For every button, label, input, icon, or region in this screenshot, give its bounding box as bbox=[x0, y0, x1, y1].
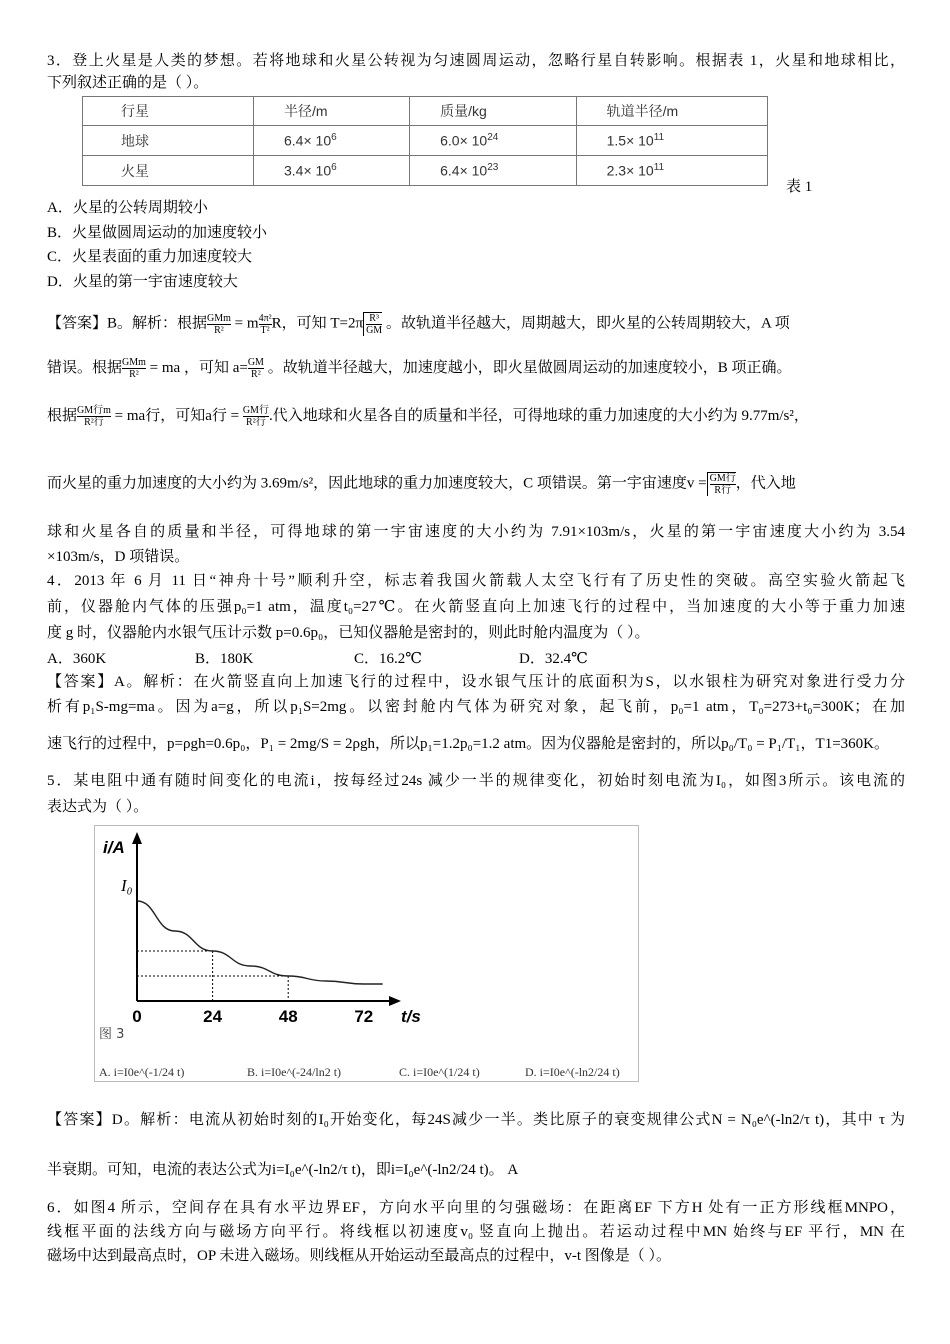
q4-option-a: A．360K bbox=[47, 651, 107, 667]
q5-answer-line2: 半衰期。可知，电流的表达公式为i=I₀e^(-ln2/τ t)，即i=I₀e^(-ln2/24 t)。 A bbox=[47, 1162, 519, 1178]
q3-answer-line3 bbox=[47, 405, 905, 428]
numerator: GM bbox=[247, 357, 264, 368]
fraction bbox=[710, 473, 736, 496]
sqrt-sign bbox=[707, 472, 736, 496]
q4-option-b: B．180K bbox=[195, 651, 254, 667]
q3-stem-line2: 下列叙述正确的是（ ）。 bbox=[47, 75, 209, 91]
table-cell bbox=[410, 156, 577, 186]
fraction bbox=[122, 357, 146, 380]
text: 。故轨道半径越大，加速度越小，即火星做圆周运动的加速度较小，B 项正确。 bbox=[263, 359, 792, 376]
q4-answer-line2: 析有p₁S-mg=ma。因为a=g，所以p₁S=2mg。以密封舱内气体为研究对象，起飞前，p₀=1 atm，T₀=273+t₀=300K；在加 bbox=[47, 699, 905, 715]
cell-mantissa: 2.3× 10 bbox=[606, 162, 654, 179]
cell-exponent: 11 bbox=[653, 132, 665, 144]
text: .代入地球和火星各自的质量和半径，可得地球的重力加速度的大小约为 9.77m/s²， bbox=[268, 407, 809, 424]
q6-stem-line3: 磁场中达到最高点时，OP 未进入磁场。则线框从开始运动至最高点的过程中，v-t 图像是（ ）。 bbox=[47, 1248, 672, 1264]
table-cell bbox=[254, 156, 410, 186]
text: 根据 bbox=[47, 407, 78, 424]
fraction bbox=[207, 313, 231, 336]
denominator: R²行 bbox=[246, 417, 266, 428]
q4-stem-line3: 度 g 时，仪器舱内水银气压计示数 p=0.6p₀，已知仪器舱是密封的，则此时舱内温度为（ ）。 bbox=[47, 625, 650, 641]
cell-exponent: 6 bbox=[331, 162, 337, 174]
denominator: R² bbox=[251, 369, 261, 380]
q3-answer-line4 bbox=[47, 472, 905, 496]
table-cell bbox=[254, 126, 410, 156]
q4-answer-line1: 【答案】A。解析：在火箭竖直向上加速飞行的过程中，设水银气压计的底面积为S，以水银柱为研究对象进行受力分 bbox=[47, 674, 905, 690]
q3-answer-line6: ×103m/s，D 项错误。 bbox=[47, 549, 190, 565]
table-header-cell: 半径/m bbox=[254, 97, 410, 126]
figure-caption: 图 3 bbox=[99, 1027, 125, 1042]
sqrt-sign bbox=[363, 312, 382, 336]
table-cell: 地球 bbox=[83, 126, 254, 156]
numerator: GM行m bbox=[77, 405, 111, 416]
fraction bbox=[259, 313, 272, 336]
q3-option-a: A．火星的公转周期较小 bbox=[47, 200, 208, 216]
cell-mantissa: 6.4× 10 bbox=[284, 132, 332, 149]
fraction bbox=[248, 357, 264, 380]
cell-exponent: 11 bbox=[653, 162, 665, 174]
cell-exponent: 6 bbox=[331, 132, 337, 144]
decay-curve bbox=[137, 901, 383, 984]
x-tick-label: 48 bbox=[278, 1007, 298, 1026]
text: = ma行，可知a行 = bbox=[110, 407, 243, 424]
denominator: R² bbox=[129, 369, 139, 380]
fraction bbox=[366, 313, 382, 336]
q3-option-b: B．火星做圆周运动的加速度较小 bbox=[47, 225, 268, 241]
numerator: 4π² bbox=[258, 312, 272, 324]
x-tick-labels bbox=[132, 1007, 373, 1026]
text: 错误。根据 bbox=[47, 359, 123, 376]
figure-option-a: A. i=I0e^(-1/24 t) bbox=[99, 1065, 185, 1079]
text: R，可知 T=2π bbox=[271, 315, 364, 332]
q3-answer-line1 bbox=[47, 312, 905, 336]
chart-guides bbox=[137, 951, 288, 1001]
cell-mantissa: 6.0× 10 bbox=[440, 132, 488, 149]
q3-option-d: D．火星的第一宇宙速度较大 bbox=[47, 274, 238, 290]
i0-label: I₀ bbox=[121, 876, 133, 895]
cell-mantissa: 6.4× 10 bbox=[440, 162, 488, 179]
text: = m bbox=[230, 315, 259, 332]
numerator: GM行 bbox=[709, 473, 736, 484]
numerator: GMm bbox=[122, 357, 146, 368]
table-header-row bbox=[83, 97, 768, 126]
text: ，代入地 bbox=[735, 475, 796, 492]
fraction bbox=[243, 405, 269, 428]
q3-stem-line1: 3．登上火星是人类的梦想。若将地球和火星公转视为匀速圆周运动，忽略行星自转影响。根据表 1，火星和地球相比， bbox=[47, 53, 905, 69]
text: 。故轨道半径越大，周期越大，即火星的公转周期较大，A 项 bbox=[382, 315, 790, 332]
q6-stem-line1: 6．如图4 所示，空间存在具有水平边界EF，方向水平向里的匀强磁场：在距离EF 下方H 处有一正方形线框MNPO， bbox=[47, 1200, 905, 1216]
decay-chart bbox=[95, 826, 638, 1081]
numerator: GMm bbox=[207, 312, 231, 324]
q6-stem-line2: 线框平面的法线方向与磁场方向平行。将线框以初速度v₀ 竖直向上抛出。若运动过程中MN 始终与EF 平行，MN 在 bbox=[47, 1224, 905, 1240]
table-header-cell: 质量/kg bbox=[410, 97, 577, 126]
y-axis-arrow-icon bbox=[132, 832, 142, 844]
planet-table bbox=[82, 96, 768, 186]
figure-option-d: D. i=I0e^(-ln2/24 t) bbox=[525, 1065, 620, 1079]
x-axis-label: t/s bbox=[401, 1007, 421, 1026]
denominator: R行 bbox=[714, 485, 732, 496]
cell-exponent: 23 bbox=[487, 162, 499, 174]
q4-stem-line2: 前，仪器舱内气体的压强p₀=1 atm，温度t₀=27℃。在火箭竖直向上加速飞行的过程中，当加速度的大小等于重力加速 bbox=[47, 599, 905, 615]
table-row bbox=[83, 156, 768, 186]
denominator: GM bbox=[366, 325, 383, 336]
q3-option-c: C．火星表面的重力加速度较大 bbox=[47, 249, 253, 265]
denominator: R²行 bbox=[84, 417, 104, 428]
q5-answer-line1: 【答案】D。解析：电流从初始时刻的I₀开始变化，每24S减少一半。类比原子的衰变规律公式N = N₀e^(-ln2/τ t)，其中 τ 为 bbox=[47, 1112, 905, 1128]
x-tick-label: 72 bbox=[354, 1007, 374, 1026]
table-caption: 表 1 bbox=[786, 179, 813, 195]
figure-option-c: C. i=I0e^(1/24 t) bbox=[399, 1065, 480, 1079]
text: 【答案】B。解析：根据 bbox=[47, 315, 208, 332]
figure-3 bbox=[94, 825, 639, 1082]
q4-option-c: C．16.2℃ bbox=[354, 651, 423, 667]
numerator: R³ bbox=[366, 313, 382, 325]
x-axis-arrow-icon bbox=[389, 996, 401, 1006]
cell-exponent: 24 bbox=[487, 132, 499, 144]
x-tick-label: 24 bbox=[203, 1007, 223, 1026]
table-cell bbox=[576, 126, 767, 156]
denominator: R² bbox=[214, 324, 224, 336]
table-cell: 火星 bbox=[83, 156, 254, 186]
text: = ma ，可知 a= bbox=[145, 359, 248, 376]
q4-option-d: D．32.4℃ bbox=[519, 651, 588, 667]
q5-stem-line1: 5．某电阻中通有随时间变化的电流i，按每经过24s 减少一半的规律变化，初始时刻电流为I₀，如图3所示。该电流的 bbox=[47, 773, 905, 789]
q3-answer-line2 bbox=[47, 357, 905, 380]
text: 而火星的重力加速度的大小约为 3.69m/s²，因此地球的重力加速度较大，C 项错误。第一宇宙速度v = bbox=[47, 475, 707, 492]
fraction bbox=[77, 405, 111, 428]
table-cell bbox=[410, 126, 577, 156]
cell-mantissa: 3.4× 10 bbox=[284, 162, 332, 179]
table-header-cell: 轨道半径/m bbox=[576, 97, 767, 126]
q5-stem-line2: 表达式为（ ）。 bbox=[47, 799, 149, 815]
q4-stem-line1: 4．2013 年 6 月 11 日“神舟十号”顺利升空，标志着我国火箭载人太空飞行有了历史性的突破。高空实验火箭起飞 bbox=[47, 573, 905, 589]
y-axis-label: i/A bbox=[103, 838, 125, 857]
figure-option-b: B. i=I0e^(-24/ln2 t) bbox=[247, 1065, 342, 1079]
x-tick-label: 0 bbox=[132, 1007, 142, 1026]
q3-answer-line5: 球和火星各自的质量和半径，可得地球的第一宇宙速度的大小约为 7.91×103m/s，火星的第一宇宙速度大小约为 3.54 bbox=[47, 524, 905, 540]
table-row bbox=[83, 126, 768, 156]
table-header-cell: 行星 bbox=[83, 97, 254, 126]
numerator: GM行 bbox=[242, 405, 269, 416]
denominator: T² bbox=[260, 324, 270, 336]
table-cell bbox=[576, 156, 767, 186]
q4-answer-line3: 速飞行的过程中，p=ρgh=0.6p₀，P₁ = 2mg/S = 2ρgh，所以p₁=1.2p₀=1.2 atm。因为仪器舱是密封的，所以p₀/T₀ = P₁/T₁，T1=360K。 bbox=[47, 736, 889, 752]
cell-mantissa: 1.5× 10 bbox=[606, 132, 654, 149]
